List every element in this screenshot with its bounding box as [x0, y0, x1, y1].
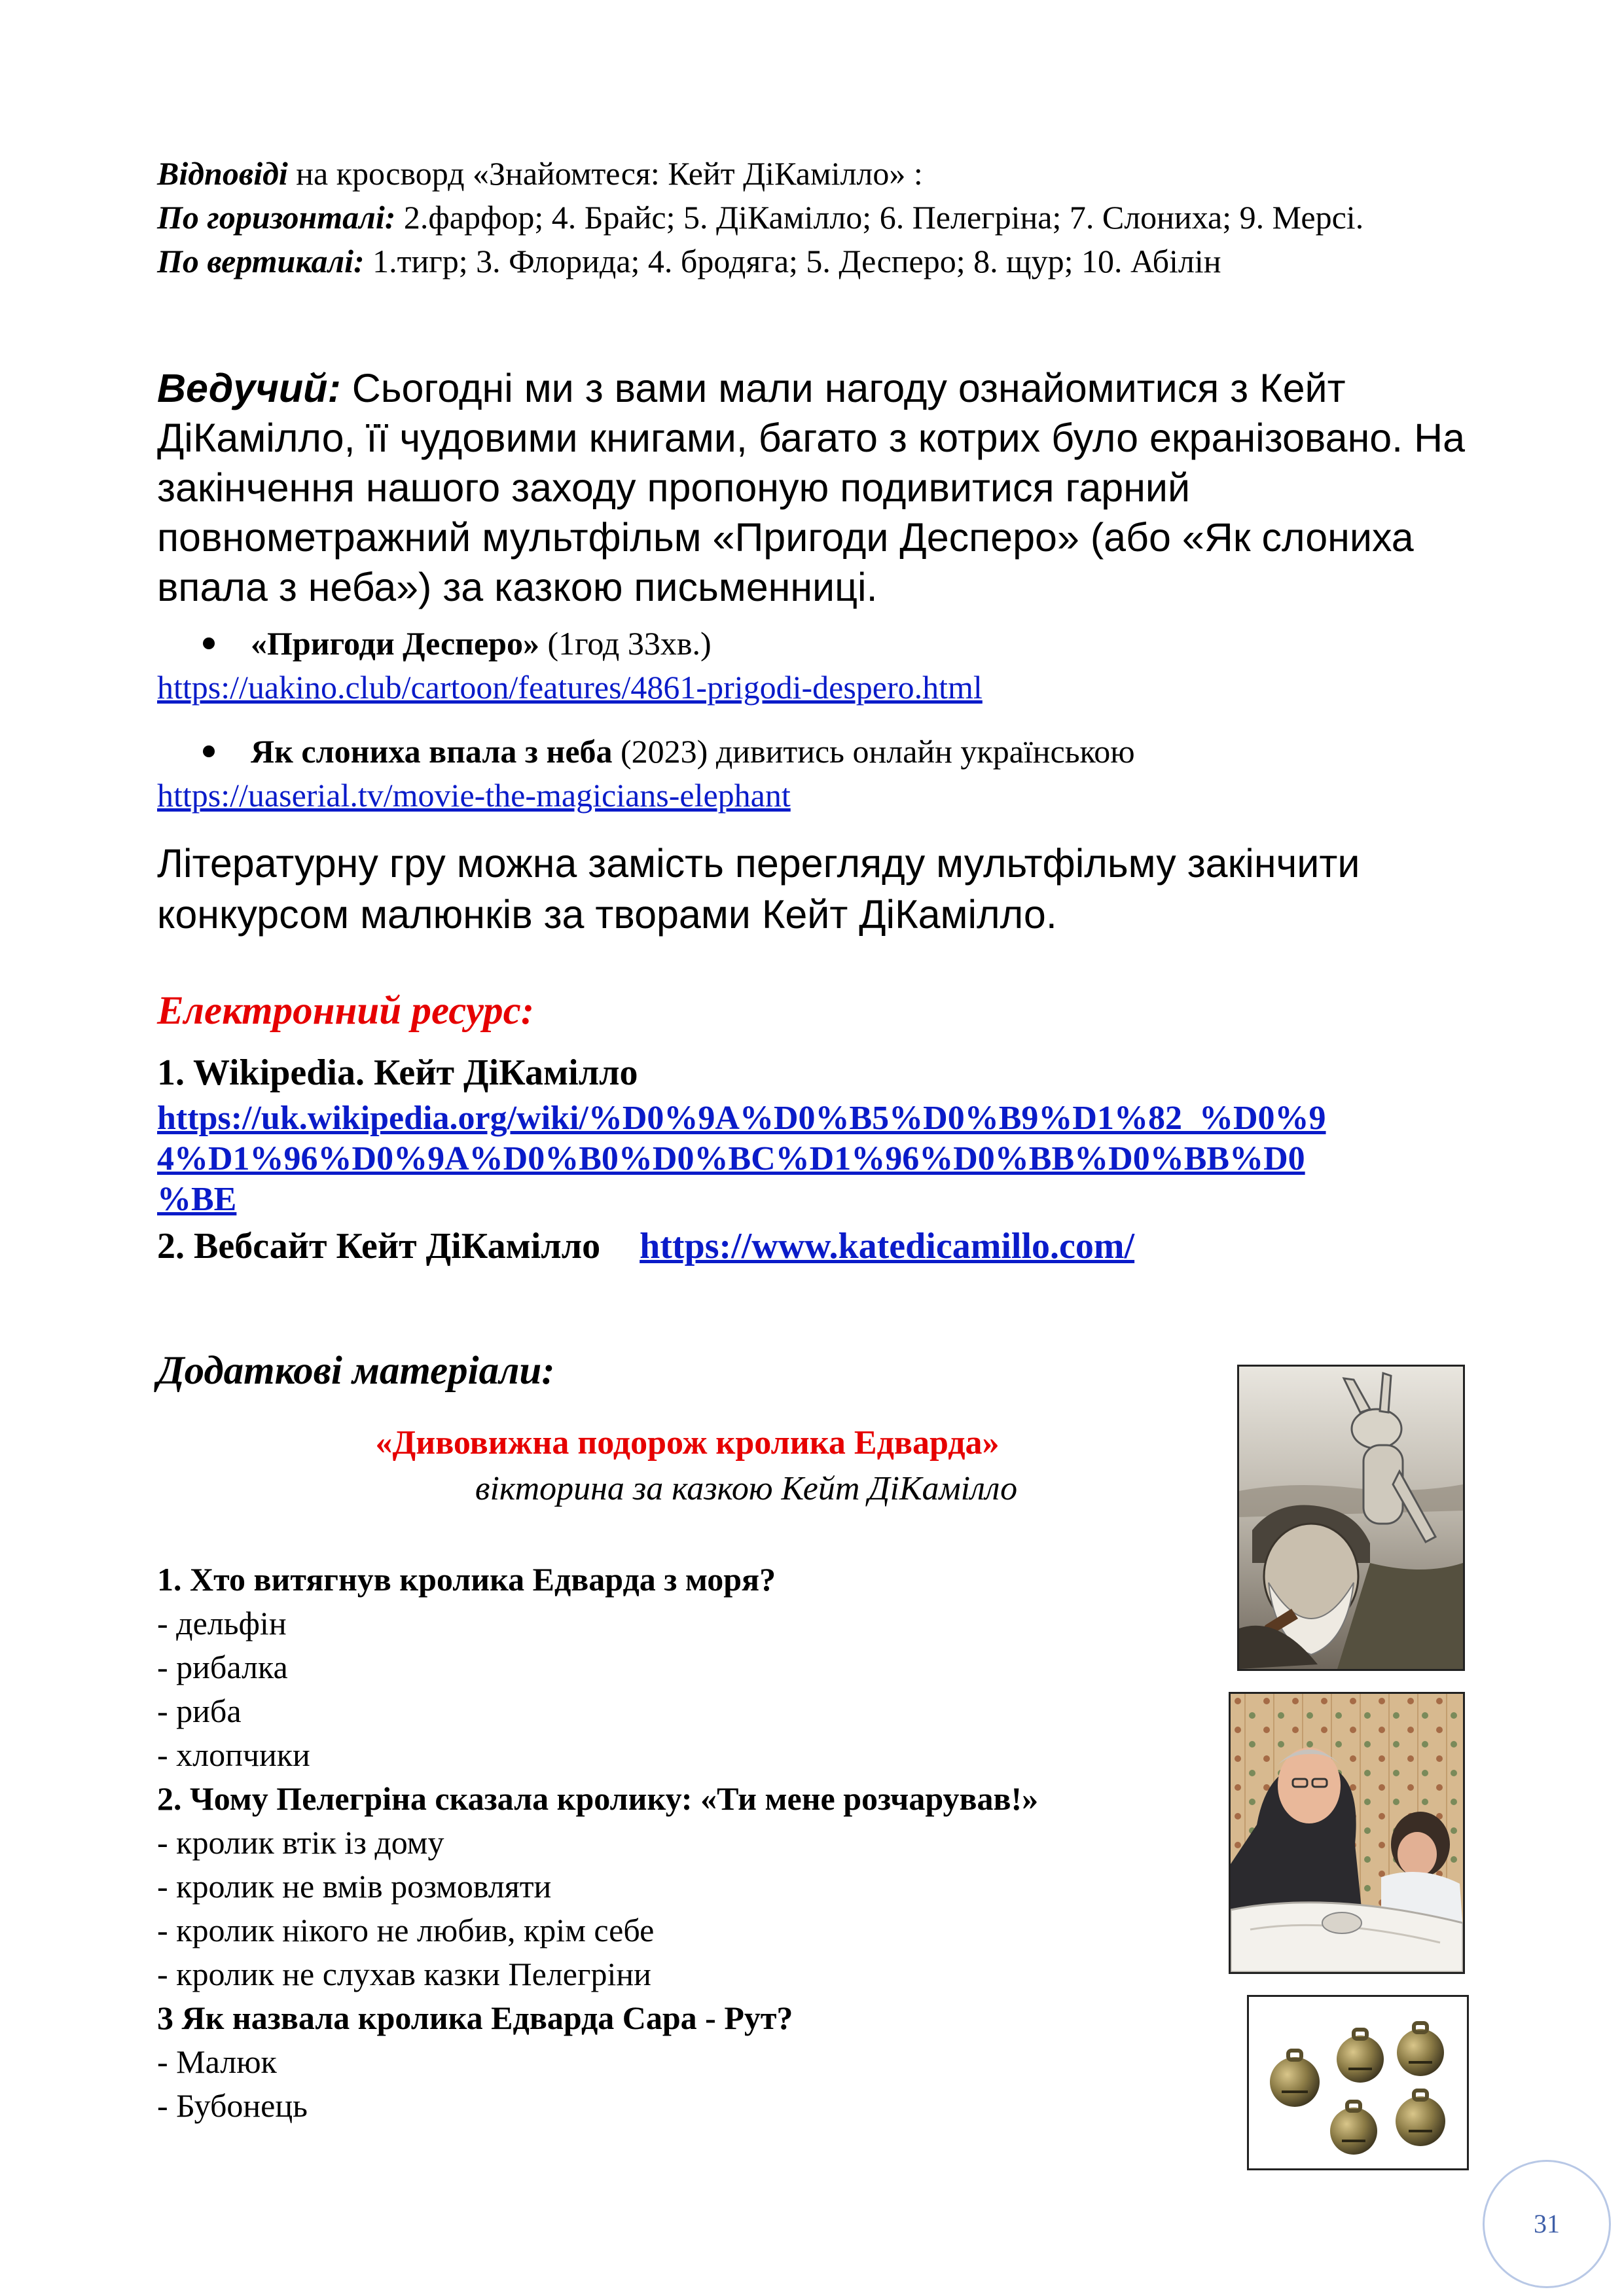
film-link-2[interactable]: https://uaserial.tv/movie-the-magicians-elephant — [157, 777, 791, 814]
film-line-2 — [251, 730, 1466, 774]
additional-heading: Додаткові матеріали: — [157, 1349, 555, 1393]
q2-option: - кролик не вмів розмовляти — [157, 1868, 552, 1905]
answers-intro — [157, 152, 1466, 196]
resource-2-title: 2. Вебсайт Кейт ДіКамілло — [157, 1226, 601, 1266]
resource-1-link[interactable] — [157, 1098, 1486, 1220]
horizontal-text: 2.фарфор; 4. Брайс; 5. ДіКамілло; 6. Пелегріна; 7. Слониха; 9. Мерсі. — [395, 199, 1364, 236]
film-link-1[interactable]: https://uakino.club/cartoon/features/4861-prigodi-despero.html — [157, 669, 983, 706]
answers-horizontal — [157, 196, 1466, 240]
resource-1-url-line-2: 4%D1%96%D0%9A%D0%B0%D0%BC%D1%96%D0%BB%D0%BB%D0 — [157, 1140, 1305, 1177]
resources-heading: Електронний ресурс: — [157, 989, 535, 1033]
bullet-icon — [203, 637, 215, 649]
q2-option: - кролик втік із дому — [157, 1824, 444, 1861]
vertical-text: 1.тигр; 3. Флорида; 4. бродяга; 5. Десперо; 8. щур; 10. Абілін — [364, 243, 1221, 279]
question-3: 3 Як назвала кролика Едварда Сара - Рут? — [157, 2000, 793, 2036]
resource-1-url-line-1: https://uk.wikipedia.org/wiki/%D0%9A%D0%B5%D0%B9%D1%82_%D0%9 — [157, 1100, 1326, 1137]
bells-drawing — [1249, 1997, 1467, 2168]
host-paragraph — [157, 363, 1466, 612]
answers-intro-label: Відповіді — [157, 155, 288, 192]
vertical-label: По вертикалі: — [157, 243, 365, 279]
quiz-subtitle: вікторина за казкою Кейт ДіКамілло — [475, 1470, 1018, 1507]
resources-list — [157, 1047, 1486, 1272]
film-item-1 — [157, 622, 1466, 709]
pelegrina-illustration — [1229, 1692, 1465, 1974]
answers-vertical — [157, 240, 1466, 283]
q3-option: - Малюк — [157, 2043, 277, 2080]
q1-option: - рибалка — [157, 1649, 288, 1685]
literary-game-paragraph — [157, 838, 1466, 940]
resource-2-link[interactable]: https://www.katedicamillo.com/ — [640, 1226, 1135, 1266]
quiz — [157, 1558, 1218, 2128]
host-label: Ведучий: — [157, 366, 341, 410]
film-title-1: «Пригоди Десперо» — [251, 625, 539, 662]
bullet-icon — [203, 745, 215, 757]
film-title-2: Як слониха впала з неба — [251, 733, 613, 770]
pelegrina-drawing — [1231, 1694, 1463, 1972]
q1-option: - риба — [157, 1693, 242, 1729]
quiz-title: «Дивовижна подорож кролика Едварда» — [375, 1424, 1000, 1462]
question-1: 1. Хто витягнув кролика Едварда з моря? — [157, 1561, 776, 1598]
literary-game-text: Літературну гру можна замість перегляду мультфільму закінчити конкурсом малюнків за творами Кейт ДіКамілло. — [157, 841, 1360, 937]
film-note-2: (2023) дивитись онлайн українською — [612, 733, 1135, 770]
crossword-answers — [157, 152, 1466, 283]
host-text: Сьогодні ми з вами мали нагоду ознайомитися з Кейт ДіКамілло, її чудовими книгами, багато з котрих було екранізовано. На закінчення нашого заходу пропоную подивитися гарний повнометражний мультфільм «Пригоди Десперо» (або «Як слониха впала з неба») за казкою письменниці. — [157, 366, 1466, 609]
film-item-2 — [157, 730, 1466, 817]
q1-option: - дельфін — [157, 1605, 287, 1641]
fisherman-drawing — [1239, 1367, 1463, 1669]
q2-option: - кролик нікого не любив, крім себе — [157, 1912, 655, 1948]
page-number: 31 — [1534, 2209, 1560, 2238]
film-line-1 — [251, 622, 1466, 666]
question-2: 2. Чому Пелегріна сказала кролику: «Ти мене розчарував!» — [157, 1780, 1039, 1817]
resource-1-url-line-3: %BE — [157, 1181, 237, 1218]
q3-option: - Бубонець — [157, 2087, 308, 2124]
answers-intro-text: на кросворд «Знайомтеся: Кейт ДіКамілло» : — [287, 155, 923, 192]
horizontal-label: По горизонталі: — [157, 199, 396, 236]
q2-option: - кролик не слухав казки Пелегріни — [157, 1956, 651, 1992]
resource-1-title: 1. Wikipedia. Кейт ДіКамілло — [157, 1052, 638, 1093]
fisherman-illustration — [1237, 1365, 1465, 1671]
bells-photo — [1247, 1995, 1469, 2170]
resource-2 — [157, 1220, 1486, 1272]
q1-option: - хлопчики — [157, 1736, 310, 1773]
film-note-1: (1год 33хв.) — [539, 625, 712, 662]
